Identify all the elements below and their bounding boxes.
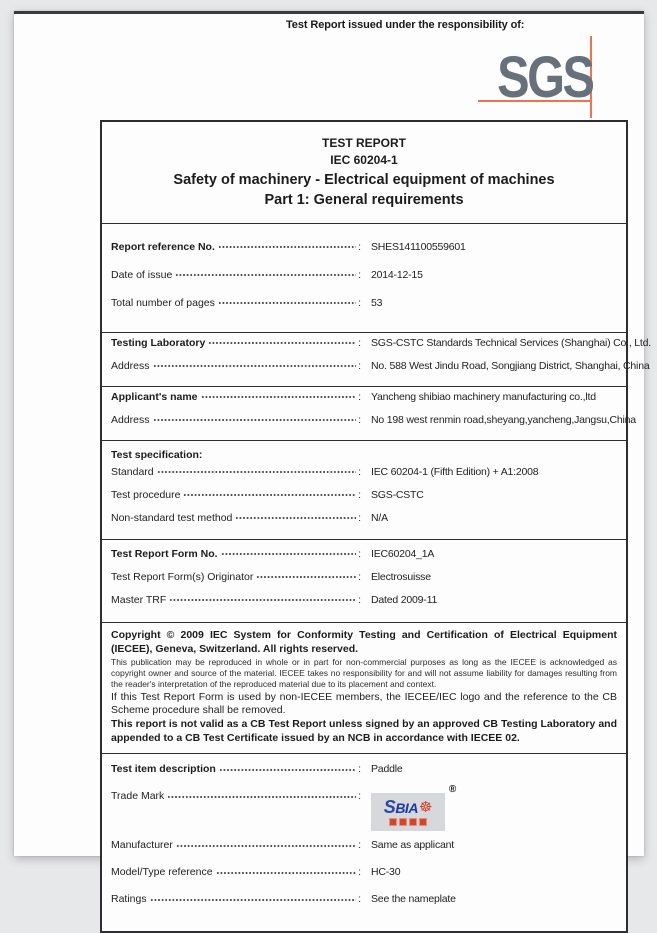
field-row-standard [111,465,617,488]
field-row-applicant-address [111,413,636,436]
field-value: SGS-CSTC Standards Technical Services (Shanghai) Co., Ltd. [371,336,652,349]
field-row-total-pages [111,296,617,324]
field-value: See the nameplate [371,893,456,906]
sgs-logo: SGS [496,45,592,110]
field-label: Applicant's name : [111,390,361,403]
field-value: Yancheng shibiao machinery manufacturing co.,ltd [371,390,596,403]
field-row-trf-originator [111,570,617,593]
dotted-leader [256,571,356,583]
section-report-info [102,223,626,332]
field-value: N/A [371,511,388,524]
field-label: Test procedure : [111,488,361,501]
dotted-leader [219,763,356,775]
section-test-item [102,753,626,931]
dotted-leader [221,548,357,560]
field-value: SGS-CSTC [371,488,424,501]
dotted-leader [201,391,357,403]
title-test-report: TEST REPORT [321,136,406,150]
field-row-trade-mark [111,784,617,832]
field-label: Test item description : [111,763,361,776]
registered-trademark-icon: ® [448,784,456,796]
field-label: Standard : [111,465,361,478]
field-label: Address : [111,413,361,426]
trademark-logo [371,784,456,831]
copyright-removal-note: If this Test Report Form is used by non-IECEE members, the IECEE/IEC logo and the reference to the CB Scheme procedure shall be removed. [111,690,617,717]
dotted-leader [167,790,356,802]
dotted-leader [208,337,356,349]
field-label: Test Report Form(s) Originator : [111,570,361,583]
issuer-note: Test Report issued under the responsibility of: [286,19,525,31]
dotted-leader [153,360,357,372]
field-value: Same as applicant [371,839,454,852]
report-cover-table [100,120,652,933]
copyright-validity-note: This report is not valid as a CB Test Report unless signed by an approved CB Testing Laboratory and appended to a CB Test Certificate issued by an NCB in accordance with IECEE 02. [111,718,617,744]
section-trf [102,539,626,622]
section-copyright [102,622,626,753]
field-label: Manufacturer : [111,839,361,852]
report-page [14,11,652,906]
field-value: IEC 60204-1 (Fifth Edition) + A1:2008 [371,465,539,478]
field-row-applicant-name [111,390,617,413]
dotted-leader [218,241,356,253]
field-label: Non-standard test method : [111,511,361,524]
section-applicant [102,386,636,440]
field-value: SHES141100559601 [371,240,466,253]
field-value: 2014-12-15 [371,268,423,281]
field-label: Testing Laboratory : [111,336,361,349]
field-value: Paddle [371,763,403,776]
title-standard-number: IEC 60204-1 [330,153,398,168]
field-label: Test Report Form No. : [111,547,361,560]
field-label: Trade Mark : [111,790,361,803]
field-label: Master TRF : [111,593,361,606]
dotted-leader [176,839,356,851]
field-row-test-item-description [111,762,617,789]
trademark-chinese-characters [389,818,427,826]
field-label: Report reference No. : [111,240,361,253]
field-value [361,784,617,831]
field-row-testing-laboratory [111,336,652,359]
field-row-non-standard-method [111,511,617,534]
field-row-laboratory-address [111,359,650,382]
dotted-leader [157,466,356,478]
field-value: HC-30 [371,866,401,879]
copyright-notice: Copyright © 2009 IEC System for Conformity Testing and Certification of Electrical Equipment (IECEE), Geneva, Switzerland. All rights reserved. [111,628,617,655]
dotted-leader [183,489,356,501]
field-row-model-type [111,865,617,892]
test-specification-heading: Test specification: [111,448,203,461]
field-label: Date of issue : [111,268,361,281]
field-value: No. 588 West Jindu Road, Songjiang District, Shanghai, China [371,359,650,372]
field-row-ratings [111,892,617,919]
dotted-leader [235,512,356,524]
field-row-manufacturer [111,838,617,865]
field-label: Address : [111,359,361,372]
title-part: Part 1: General requirements [264,192,464,209]
trademark-brand-text: SBIA [383,797,418,818]
dotted-leader [175,269,356,281]
section-testing-laboratory [102,332,652,386]
report-title-block [102,122,626,223]
field-row-trf-no [111,547,617,570]
field-value: No 198 west renmin road,sheyang,yancheng,Jangsu,China [371,413,636,426]
field-label: Ratings : [111,893,361,906]
field-value: IEC60204_1A [371,547,435,560]
field-value: 53 [371,296,383,309]
dotted-leader [216,866,357,878]
field-label: Total number of pages : [111,296,361,309]
wheel-icon: ☸ [418,798,433,816]
section-test-specification [102,440,626,539]
dotted-leader [218,297,356,309]
trademark-logo-box [371,793,445,831]
dotted-leader [169,594,356,606]
field-row-date-of-issue [111,268,617,296]
field-row-report-reference [111,240,617,268]
field-row-test-procedure [111,488,617,511]
field-value: Dated 2009-11 [371,593,438,606]
copyright-fine-print: This publication may be reproduced in whole or in part for non-commercial purposes as long as the IECEE is acknowledged as copyright owner and source of the material. IECEE takes no responsibility for and will not assume liability for damages resulting from the reader's interpretation of the reproduced material due to its placement and context. [111,657,617,689]
field-label: Model/Type reference : [111,866,361,879]
dotted-leader [150,893,356,905]
field-value: Electrosuisse [371,570,431,583]
dotted-leader [153,414,357,426]
title-standard-name: Safety of machinery - Electrical equipment of machines [173,171,555,188]
field-row-master-trf [111,593,617,616]
